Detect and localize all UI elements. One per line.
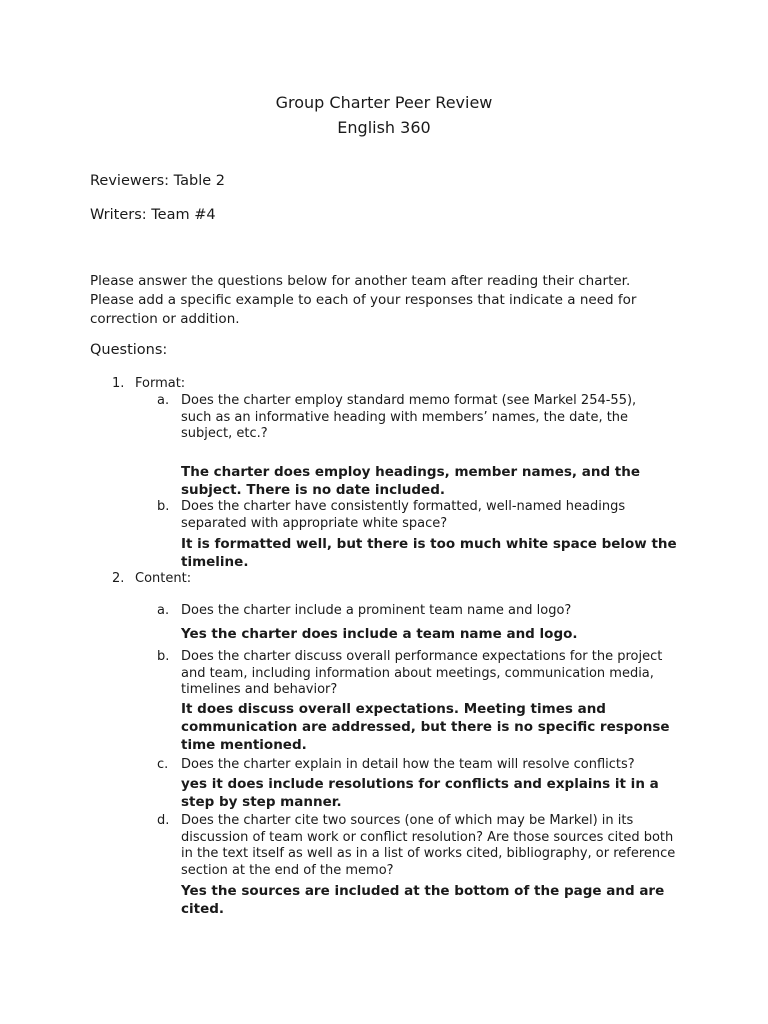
- item-letter: a.: [157, 603, 170, 618]
- answer-text: The charter does employ headings, member names, and the subject. There is no date included.: [181, 464, 641, 498]
- answer-text: Yes the charter does include a team name and logo.: [181, 626, 578, 642]
- answer-text: Yes the sources are included at the bottom of the page and are cited.: [181, 883, 665, 917]
- answer-text: It does discuss overall expectations. Meeting times and communication are addressed, but there is no specific response time mentioned.: [181, 701, 670, 753]
- question-text: Does the charter cite two sources (one of which may be Markel) in its discussion of team work or conflict resolution? Are those sources cited both in the text itself as well as in a list of works cited, bibliography, or reference section at the end of the memo?: [181, 813, 676, 878]
- section-label: Content:: [135, 571, 192, 586]
- course-name: English 360: [337, 118, 431, 137]
- instructions-line: correction or addition.: [90, 311, 240, 327]
- instructions-line: Please answer the questions below for another team after reading their charter.: [90, 273, 631, 289]
- question-text: Does the charter explain in detail how the team will resolve conflicts?: [181, 757, 635, 772]
- item-letter: b.: [157, 499, 170, 514]
- instructions-line: Please add a specific example to each of your responses that indicate a need for: [90, 292, 637, 308]
- section-label: Format:: [135, 376, 186, 391]
- section-number: 1.: [112, 376, 125, 391]
- questions-heading: Questions:: [90, 342, 168, 358]
- instructions-paragraph: [90, 272, 690, 329]
- question-text: Does the charter have consistently formatted, well-named headings separated with appropriate white space?: [181, 499, 626, 531]
- answer-text: It is formatted well, but there is too much white space below the timeline.: [181, 536, 677, 570]
- item-letter: b.: [157, 649, 170, 664]
- question-text: Does the charter discuss overall performance expectations for the project and team, including information about meetings, communication media, timelines and behavior?: [181, 649, 663, 697]
- answer-text: yes it does include resolutions for conflicts and explains it in a step by step manner.: [181, 776, 659, 810]
- writers-line: Writers: Team #4: [90, 207, 216, 223]
- question-text: Does the charter employ standard memo format (see Markel 254-55), such as an informative heading with members’ names, the date, the subject, etc.?: [181, 393, 637, 441]
- question-text: Does the charter include a prominent team name and logo?: [181, 603, 572, 618]
- reviewers-line: Reviewers: Table 2: [90, 173, 225, 189]
- item-letter: a.: [157, 393, 170, 408]
- document-title: Group Charter Peer Review: [275, 93, 493, 112]
- item-letter: d.: [157, 813, 170, 828]
- item-letter: c.: [157, 757, 169, 772]
- section-number: 2.: [112, 571, 125, 586]
